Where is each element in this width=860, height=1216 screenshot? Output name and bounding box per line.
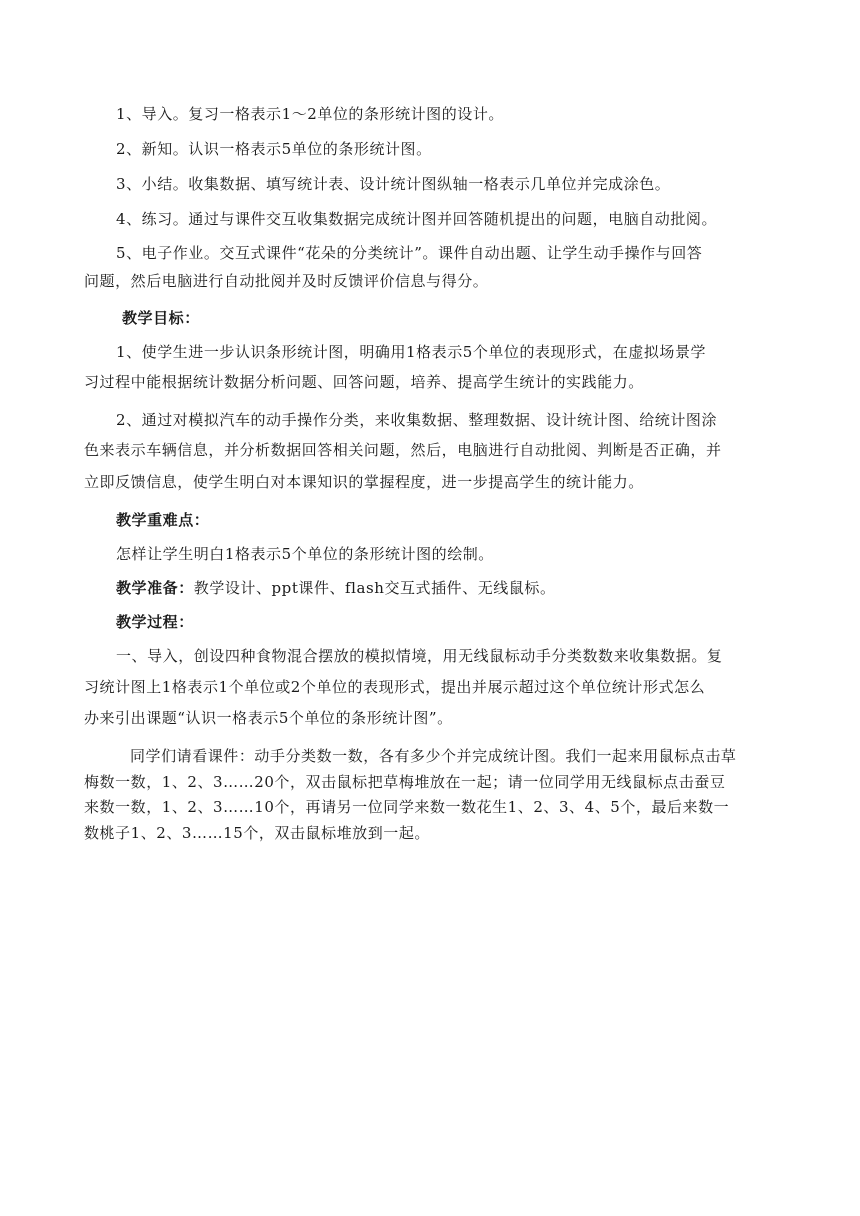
goal-1-line-2: 习过程中能根据统计数据分析问题、回答问题，培养、提高学生统计的实践能力。 xyxy=(84,373,644,391)
process-heading: 教学过程： xyxy=(116,613,194,631)
goal-2-line-1: 2、通过对模拟汽车的动手操作分类，来收集数据、整理数据、设计统计图、给统计图涂 xyxy=(116,411,717,429)
preparation-paragraph xyxy=(116,578,816,598)
intro-item-3: 3、小结。收集数据、填写统计表、设计统计图纵轴一格表示几单位并完成涂色。 xyxy=(116,175,671,193)
intro-item-4: 4、练习。通过与课件交互收集数据完成统计图并回答随机提出的问题，电脑自动批阅。 xyxy=(116,210,717,228)
process-line-3: 办来引出课题“认识一格表示5个单位的条形统计图”。 xyxy=(84,709,453,727)
classroom-line-3: 来数一数，1、2、3……10个，再请另一位同学来数一数花生1、2、3、4、5个，最后来数一 xyxy=(84,798,730,816)
preparation-text: 教学设计、ppt课件、flash交互式插件、无线鼠标。 xyxy=(193,579,556,597)
preparation-label: 教学准备： xyxy=(116,579,194,597)
goal-2-line-2: 色来表示车辆信息，并分析数据回答相关问题，然后，电脑进行自动批阅、判断是否正确，并 xyxy=(84,441,722,459)
intro-item-5-continued: 问题，然后电脑进行自动批阅并及时反馈评价信息与得分。 xyxy=(84,272,489,290)
goals-heading: 教学目标： xyxy=(122,309,200,327)
intro-item-5: 5、电子作业。交互式课件“花朵的分类统计”。课件自动出题、让学生动手操作与回答 xyxy=(116,244,703,262)
intro-item-2: 2、新知。认识一格表示5单位的条形统计图。 xyxy=(116,140,432,158)
goal-2-line-3: 立即反馈信息，使学生明白对本课知识的掌握程度，进一步提高学生的统计能力。 xyxy=(84,473,644,491)
classroom-line-1: 同学们请看课件：动手分类数一数，各有多少个并完成统计图。我们一起来用鼠标点击草 xyxy=(130,747,737,765)
difficulty-heading: 教学重难点： xyxy=(116,511,210,529)
goal-1-line-1: 1、使学生进一步认识条形统计图，明确用1格表示5个单位的表现形式，在虚拟场景学 xyxy=(116,343,707,361)
intro-item-1: 1、导入。复习一格表示1～2单位的条形统计图的设计。 xyxy=(116,105,504,123)
classroom-line-4: 数桃子1、2、3……15个，双击鼠标堆放到一起。 xyxy=(84,824,430,842)
process-line-2: 习统计图上1格表示1个单位或2个单位的表现形式，提出并展示超过这个单位统计形式怎么 xyxy=(84,678,706,696)
process-line-1: 一、导入，创设四种食物混合摆放的模拟情境，用无线鼠标动手分类数数来收集数据。复 xyxy=(116,647,723,665)
difficulty-text: 怎样让学生明白1格表示5个单位的条形统计图的绘制。 xyxy=(116,545,494,563)
classroom-line-2: 梅数一数，1、2、3……20个，双击鼠标把草梅堆放在一起；请一位同学用无线鼠标点击蚕豆 xyxy=(84,773,726,791)
